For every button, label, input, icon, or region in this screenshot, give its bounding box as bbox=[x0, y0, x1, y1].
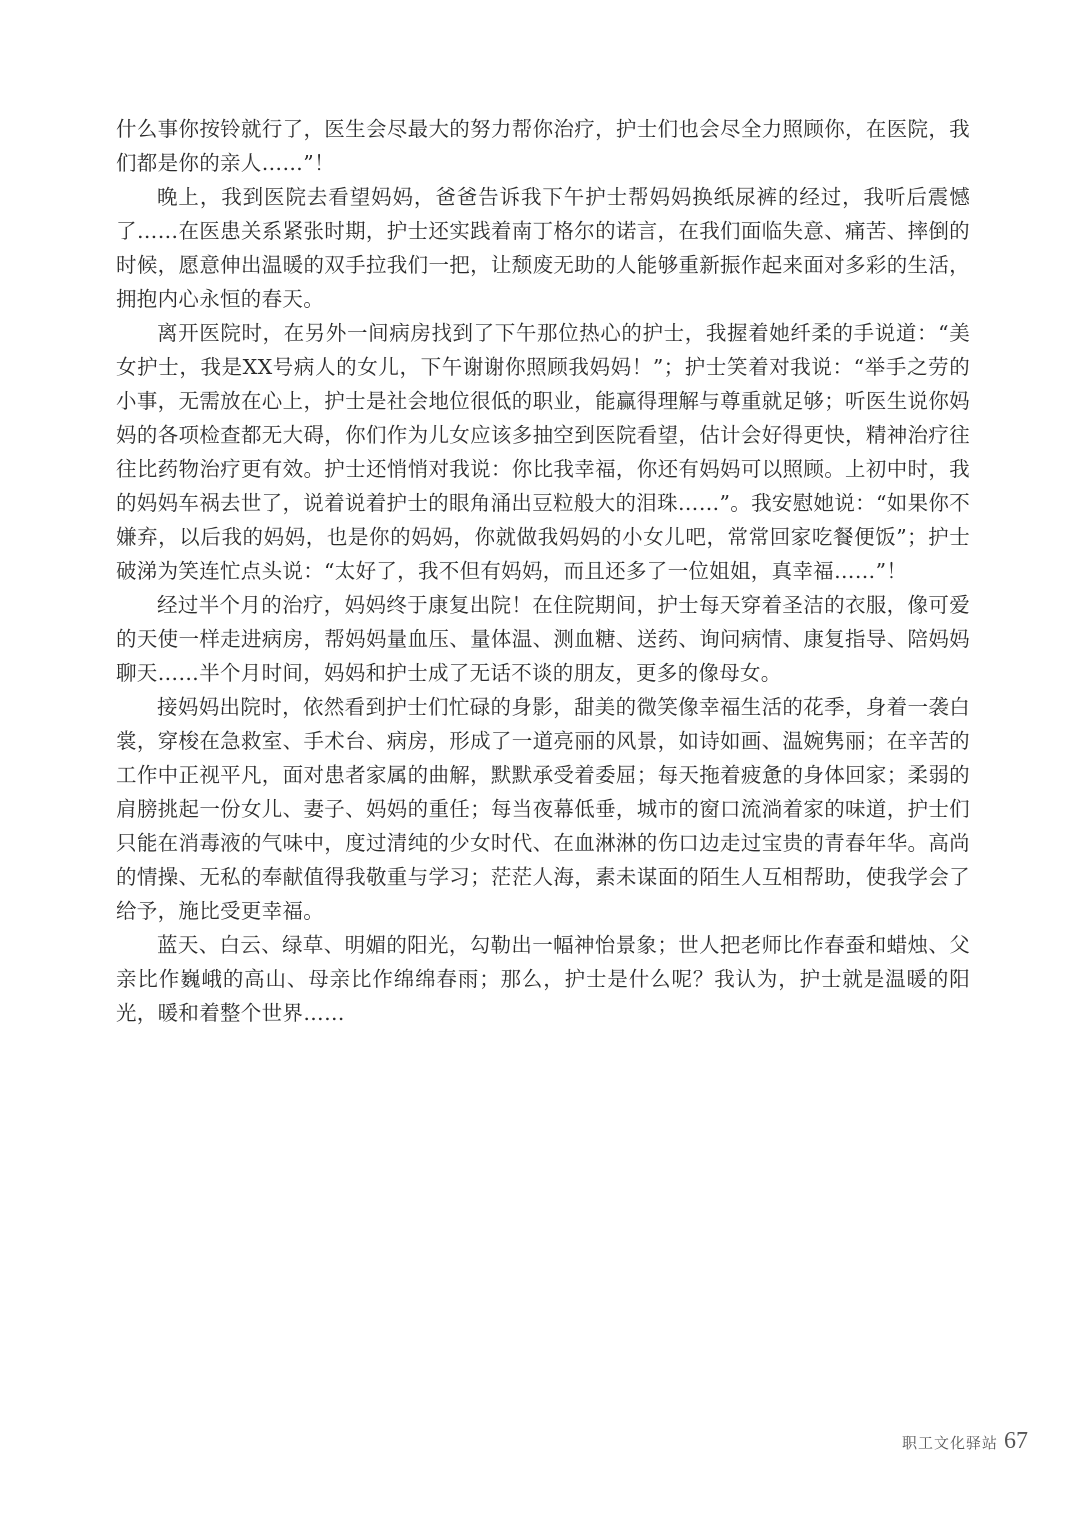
paragraph-recovery: 经过半个月的治疗，妈妈终于康复出院！在住院期间，护士每天穿着圣洁的衣服，像可爱的天使一样走进病房，帮妈妈量血压、量体温、测血糖、送药、询问病情、康复指导、陪妈妈聊天……半个月时间，妈妈和护士成了无话不谈的朋友，更多的像母女。 bbox=[116, 593, 970, 685]
paragraph-evening-visit: 晚上，我到医院去看望妈妈，爸爸告诉我下午护士帮妈妈换纸尿裤的经过，我听后震憾了……在医患关系紧张时期，护士还实践着南丁格尔的诺言，在我们面临失意、痛苦、摔倒的时候，愿意伸出温暖的双手拉我们一把，让颓废无助的人能够重新振作起来面对多彩的生活，拥抱内心永恒的春天。 bbox=[116, 185, 970, 311]
page-number: 67 bbox=[1004, 1428, 1028, 1454]
paragraph-continuation: 什么事你按铃就行了，医生会尽最大的努力帮你治疗，护士们也会尽全力照顾你，在医院，我们都是你的亲人……”！ bbox=[116, 117, 970, 175]
section-name: 职工文化驿站 bbox=[901, 1434, 998, 1452]
article-body bbox=[116, 112, 970, 1030]
paragraph-discharge: 接妈妈出院时，依然看到护士们忙碌的身影，甜美的微笑像幸福生活的花季，身着一袭白裳，穿梭在急救室、手术台、病房，形成了一道亮丽的风景，如诗如画、温婉隽丽；在辛苦的工作中正视平凡，面对患者家属的曲解，默默承受着委屈；每天拖着疲惫的身体回家；柔弱的肩膀挑起一份女儿、妻子、妈妈的重任；每当夜幕低垂，城市的窗口流淌着家的味道，护士们只能在消毒液的气味中，度过清纯的少女时代、在血淋淋的伤口边走过宝贵的青春年华。高尚的情操、无私的奉献值得我敬重与学习；茫茫人海，素未谋面的陌生人互相帮助，使我学会了给予，施比受更幸福。 bbox=[116, 695, 970, 923]
page-footer bbox=[902, 1428, 1028, 1455]
paragraph-leaving-hospital: 离开医院时，在另外一间病房找到了下午那位热心的护士，我握着她纤柔的手说道：“美女护士，我是XX号病人的女儿，下午谢谢你照顾我妈妈！”；护士笑着对我说：“举手之劳的小事，无需放在心上，护士是社会地位很低的职业，能赢得理解与尊重就足够；听医生说你妈妈的各项检查都无大碍，你们作为儿女应该多抽空到医院看望，估计会好得更快，精神治疗往往比药物治疗更有效。护士还悄悄对我说：你比我幸福，你还有妈妈可以照顾。上初中时，我的妈妈车祸去世了，说着说着护士的眼角涌出豆粒般大的泪珠……”。我安慰她说：“如果你不嫌弃，以后我的妈妈，也是你的妈妈，你就做我妈妈的小女儿吧，常常回家吃餐便饭”；护士破涕为笑连忙点头说：“太好了，我不但有妈妈，而且还多了一位姐姐，真幸福……”！ bbox=[116, 321, 970, 583]
paragraph-conclusion: 蓝天、白云、绿草、明媚的阳光，勾勒出一幅神怡景象；世人把老师比作春蚕和蜡烛、父亲比作巍峨的高山、母亲比作绵绵春雨；那么，护士是什么呢？我认为，护士就是温暖的阳光，暖和着整个世界…… bbox=[116, 933, 970, 1025]
